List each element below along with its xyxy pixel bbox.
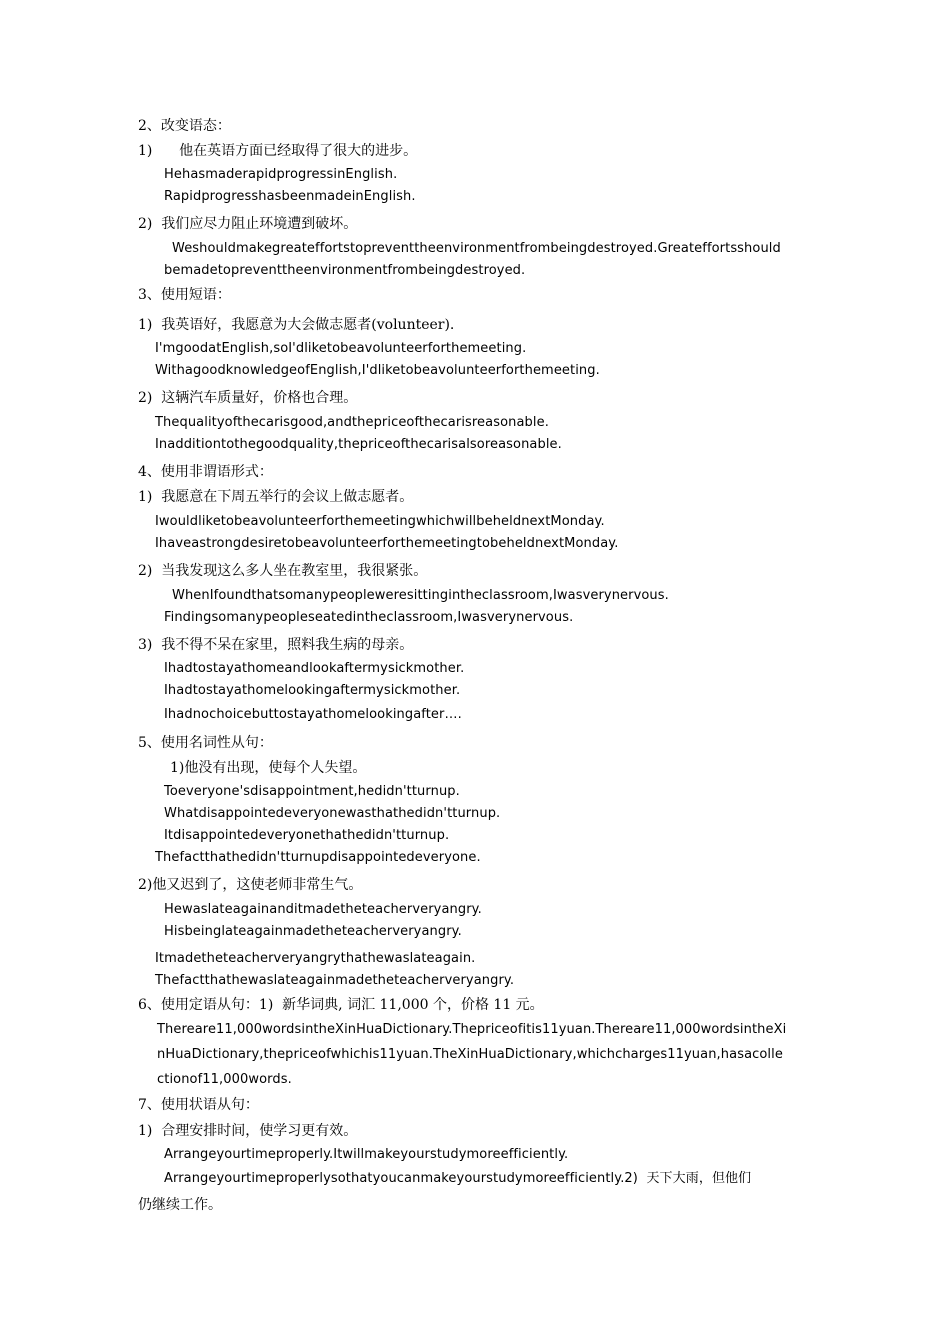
item-english-line: Inadditiontothegoodquality,thepriceofthecarisalsoreasonable. <box>155 437 562 452</box>
item-english-line: ctionof11,000words. <box>157 1072 292 1087</box>
item-english-line: nHuaDictionary,thepriceofwhichis11yuan.TheXinHuaDictionary,whichcharges11yuan,hasacolle <box>157 1047 783 1062</box>
item-chinese-line: 2) 我们应尽力阻止环境遭到破坏。 <box>138 216 358 232</box>
item-english-line: Hewaslateagainanditmadetheteacherveryangry. <box>164 902 482 917</box>
item-chinese-line: 仍继续工作。 <box>138 1197 222 1213</box>
item-english-line: IwouldliketobeavolunteerforthemeetingwhichwillbeheldnextMonday. <box>155 514 605 529</box>
item-english-line: HehasmaderapidprogressinEnglish. <box>164 167 398 182</box>
item-english-line: Ihadtostayathomelookingaftermysickmother. <box>164 683 461 698</box>
item-english-line: Arrangeyourtimeproperlysothatyoucanmakeyourstudymoreefficiently.2) 天下大雨，但他们 <box>164 1171 752 1186</box>
item-chinese-line: 1) 我愿意在下周五举行的会议上做志愿者。 <box>138 489 414 505</box>
item-chinese-line: 2) 这辆汽车质量好，价格也合理。 <box>138 390 358 406</box>
item-english-line: Weshouldmakegreateffortstopreventtheenvironmentfrombeingdestroyed.Greateffortsshould <box>172 241 781 256</box>
item-english-line: Toeveryone'sdisappointment,hedidn'tturnup. <box>164 784 460 799</box>
item-chinese-line: 3) 我不得不呆在家里，照料我生病的母亲。 <box>138 637 414 653</box>
item-english-line: IhaveastrongdesiretobeavolunteerforthemeetingtobeheldnextMonday. <box>155 536 619 551</box>
section-5-heading: 5、使用名词性从句： <box>138 735 273 751</box>
item-chinese-line: 2) 当我发现这么多人坐在教室里，我很紧张。 <box>138 563 428 579</box>
item-chinese-line: 2)他又迟到了，这使老师非常生气。 <box>138 877 363 893</box>
item-english-line: bemadetopreventtheenvironmentfrombeingdestroyed. <box>164 263 526 278</box>
item-english-line: Ihadtostayathomeandlookaftermysickmother. <box>164 661 465 676</box>
item-english-line: Itmadetheteacherveryangrythathewaslateagain. <box>155 951 476 966</box>
section-6-heading: 6、使用定语从句：1) 新华词典, 词汇 11,000 个，价格 11 元。 <box>138 997 544 1013</box>
section-2-heading: 2、改变语态： <box>138 118 231 134</box>
item-chinese-line: 1)他没有出现，使每个人失望。 <box>170 760 367 776</box>
item-english-line: Thereare11,000wordsintheXinHuaDictionary.Thepriceofitis11yuan.Thereare11,000wordsintheXi <box>157 1022 787 1037</box>
item-english-line: Whatdisappointedeveryonewasthathedidn'tturnup. <box>164 806 501 821</box>
item-english-line: Thequalityofthecarisgood,andthepriceofthecarisreasonable. <box>155 415 549 430</box>
item-english-line: Itdisappointedeveryonethathedidn'tturnup. <box>164 828 450 843</box>
item-english-line: Findingsomanypeopleseatedintheclassroom,Iwasverynervous. <box>164 610 574 625</box>
item-english-line: I'mgoodatEnglish,soI'dliketobeavolunteerforthemeeting. <box>155 341 527 356</box>
section-3-heading: 3、使用短语： <box>138 287 231 303</box>
item-chinese-line: 1) 我英语好，我愿意为大会做志愿者(volunteer). <box>138 317 455 333</box>
item-chinese-line: 1) 他在英语方面已经取得了很大的进步。 <box>138 143 418 159</box>
item-english-line: Thefactthathedidn'tturnupdisappointedeveryone. <box>155 850 481 865</box>
section-4-heading: 4、使用非谓语形式： <box>138 464 273 480</box>
item-english-line: WithagoodknowledgeofEnglish,I'dliketobeavolunteerforthemeeting. <box>155 363 600 378</box>
section-7-heading: 7、使用状语从句： <box>138 1097 259 1113</box>
item-english-line: Hisbeinglateagainmadetheteacherveryangry. <box>164 924 462 939</box>
item-english-line: Arrangeyourtimeproperly.Itwillmakeyourstudymoreefficiently. <box>164 1147 569 1162</box>
item-english-line: RapidprogresshasbeenmadeinEnglish. <box>164 189 416 204</box>
item-chinese-line: 1) 合理安排时间，使学习更有效。 <box>138 1123 358 1139</box>
item-english-line: Thefactthathewaslateagainmadetheteacherveryangry. <box>155 973 515 988</box>
item-english-line: Ihadnochoicebuttostayathomelookingafter…. <box>164 707 462 722</box>
item-english-line: WhenIfoundthatsomanypeopleweresittingintheclassroom,Iwasverynervous. <box>172 588 669 603</box>
